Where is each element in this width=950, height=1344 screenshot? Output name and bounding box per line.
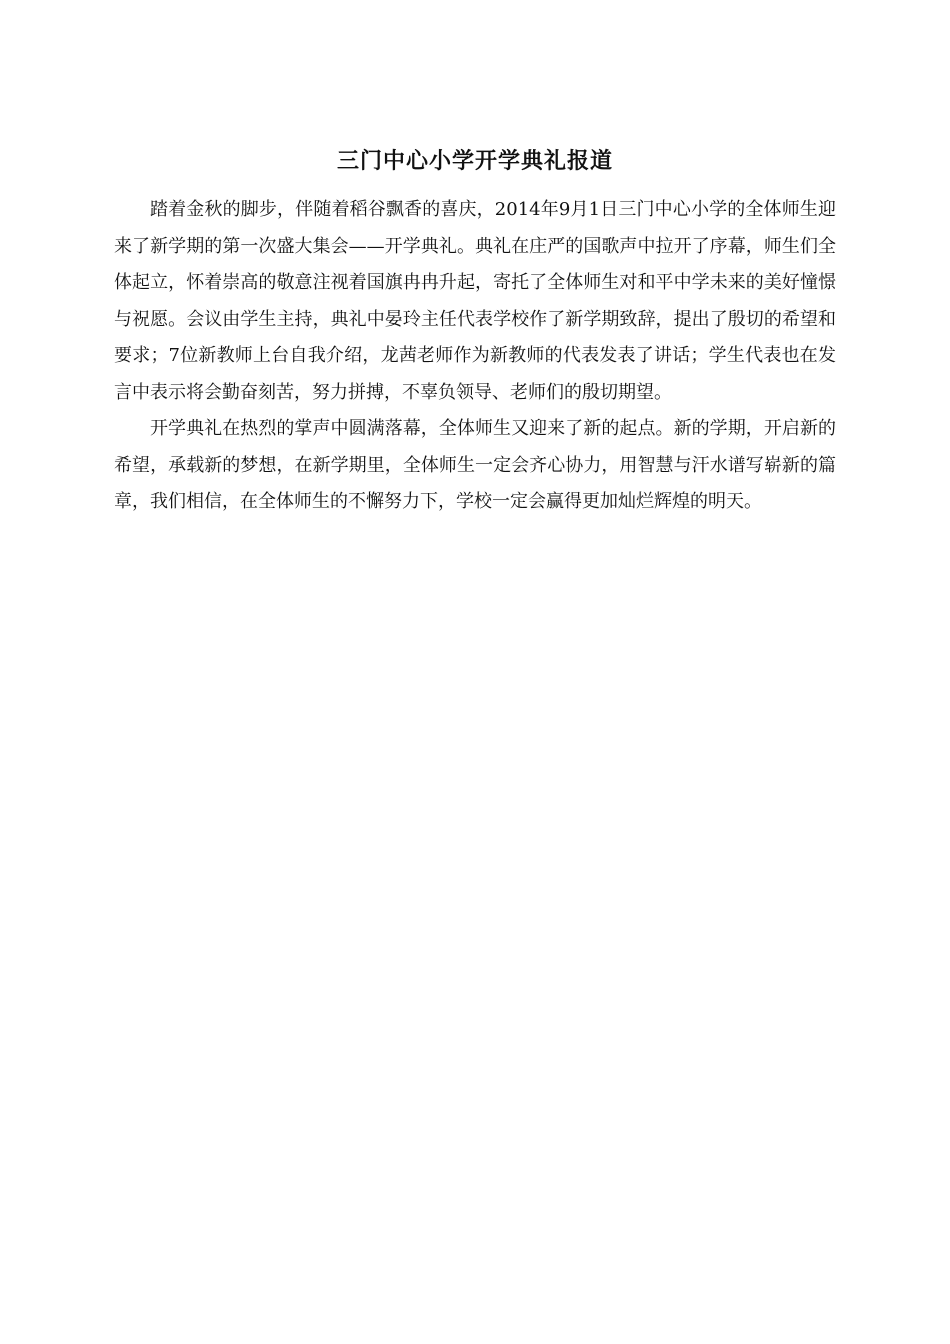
document-body [114, 146, 836, 521]
paragraph-2: 开学典礼在热烈的掌声中圆满落幕，全体师生又迎来了新的起点。新的学期，开启新的希望，承载新的梦想，在新学期里，全体师生一定会齐心协力，用智慧与汗水谱写崭新的篇章，我们相信，在全体师生的不懈努力下，学校一定会赢得更加灿烂辉煌的明天。 [114, 418, 836, 512]
document-title: 三门中心小学开学典礼报道 [336, 149, 613, 174]
paragraph-1: 踏着金秋的脚步，伴随着稻谷飘香的喜庆，2014年9月1日三门中心小学的全体师生迎来了新学期的第一次盛大集会——开学典礼。典礼在庄严的国歌声中拉开了序幕，师生们全体起立，怀着崇高的敬意注视着国旗冉冉升起，寄托了全体师生对和平中学未来的美好憧憬与祝愿。会议由学生主持，典礼中晏玲主任代表学校作了新学期致辞，提出了殷切的希望和要求；7位新教师上台自我介绍，龙茜老师作为新教师的代表发表了讲话；学生代表也在发言中表示将会勤奋刻苦，努力拼搏，不辜负领导、老师们的殷切期望。 [114, 199, 836, 403]
